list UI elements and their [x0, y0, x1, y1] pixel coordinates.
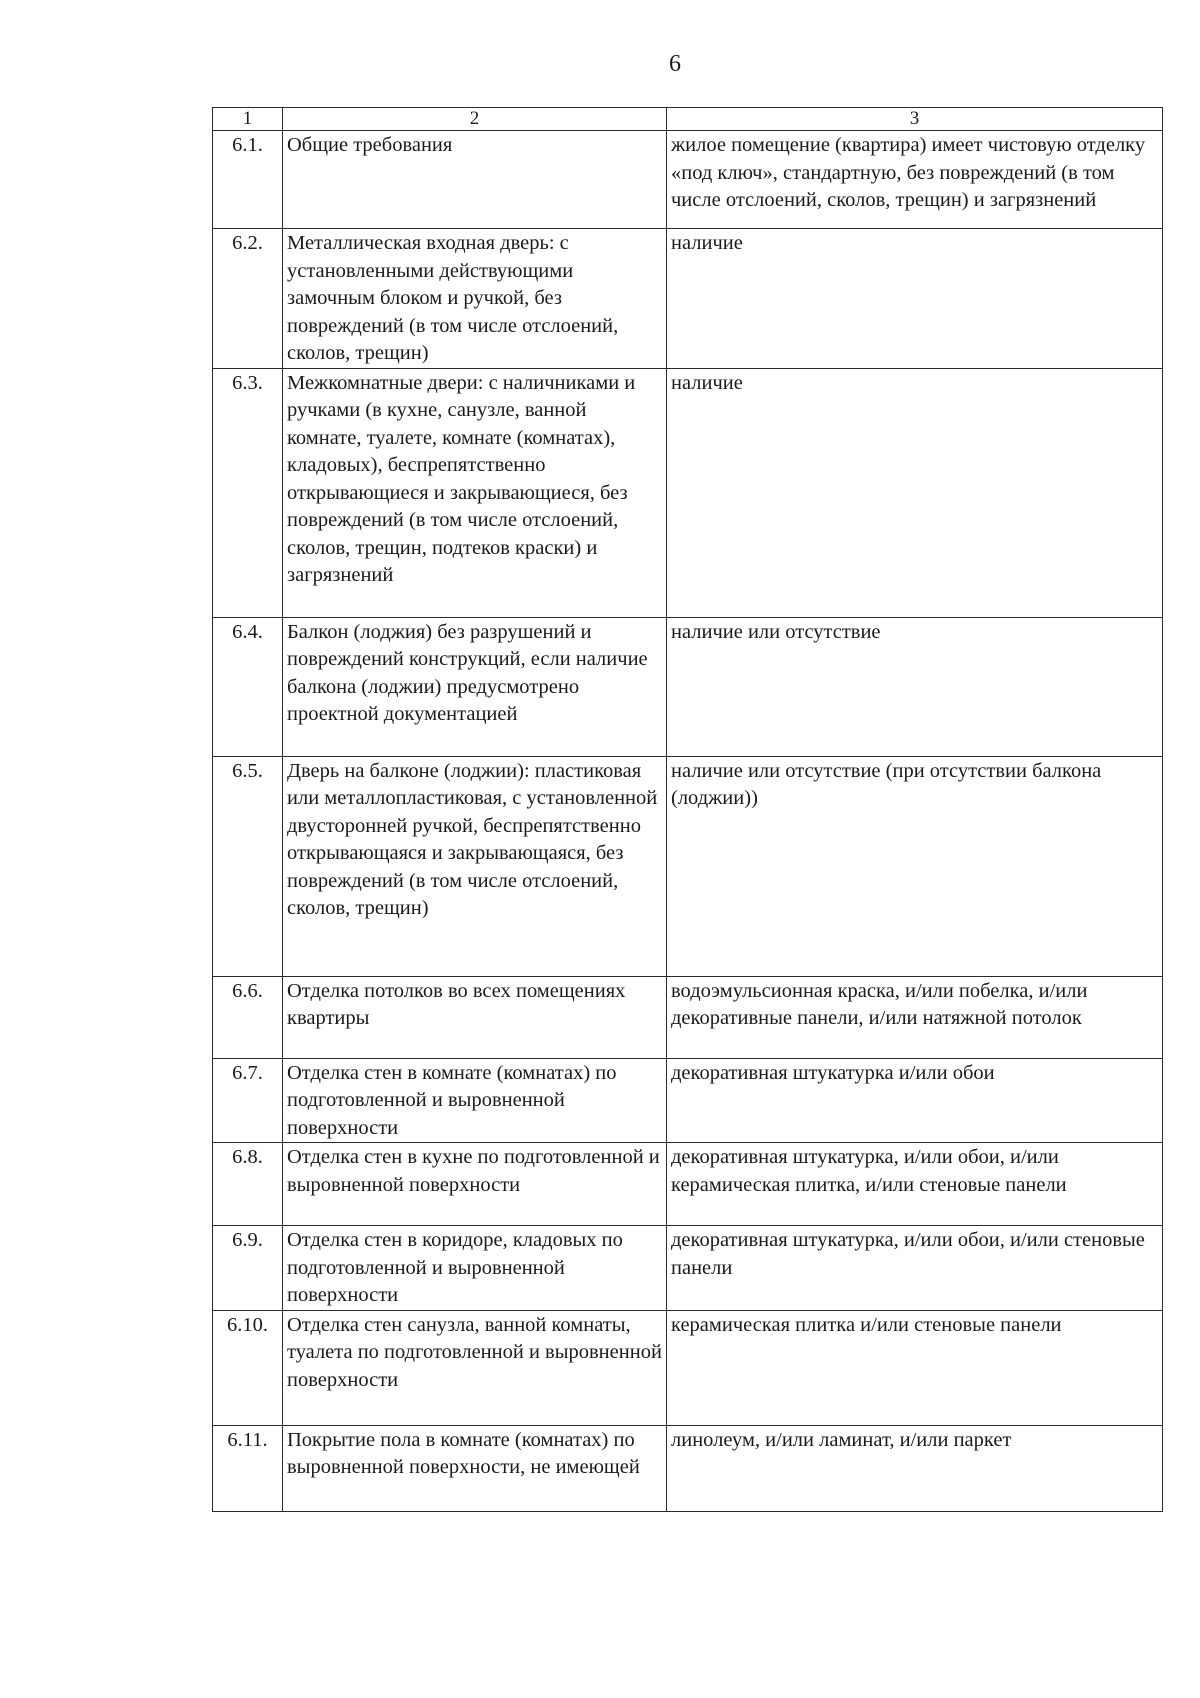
row-number: 6.2.	[213, 229, 283, 369]
row-requirement: Общие требования	[283, 131, 667, 229]
row-value: наличие или отсутствие	[667, 617, 1163, 756]
row-requirement: Отделка стен в кухне по подготовленной и выровненной поверхности	[283, 1143, 667, 1226]
row-number: 6.10.	[213, 1310, 283, 1425]
table-row	[213, 1425, 1163, 1511]
row-value: керамическая плитка и/или стеновые панели	[667, 1310, 1163, 1425]
requirements-table	[212, 107, 1163, 1512]
table-row	[213, 1143, 1163, 1226]
row-value: декоративная штукатурка, и/или обои, и/или стеновые панели	[667, 1226, 1163, 1311]
row-requirement: Отделка стен санузла, ванной комнаты, туалета по подготовленной и выровненной поверхности	[283, 1310, 667, 1425]
column-header-requirement: 2	[283, 108, 667, 131]
row-number: 6.11.	[213, 1425, 283, 1511]
row-number: 6.7.	[213, 1058, 283, 1143]
column-header-number: 1	[213, 108, 283, 131]
row-number: 6.3.	[213, 368, 283, 617]
row-requirement: Отделка стен в комнате (комнатах) по подготовленной и выровненной поверхности	[283, 1058, 667, 1143]
table-header-row	[213, 108, 1163, 131]
row-requirement: Покрытие пола в комнате (комнатах) по выровненной поверхности, не имеющей	[283, 1425, 667, 1511]
row-number: 6.6.	[213, 976, 283, 1058]
row-value: наличие	[667, 368, 1163, 617]
table-row	[213, 1058, 1163, 1143]
row-number: 6.9.	[213, 1226, 283, 1311]
row-value: декоративная штукатурка, и/или обои, и/или керамическая плитка, и/или стеновые панели	[667, 1143, 1163, 1226]
row-number: 6.8.	[213, 1143, 283, 1226]
table-row	[213, 131, 1163, 229]
table-row	[213, 976, 1163, 1058]
table-row	[213, 756, 1163, 976]
row-value: жилое помещение (квартира) имеет чистовую отделку «под ключ», стандартную, без повреждений (в том числе отслоений, сколов, трещин) и загрязнений	[667, 131, 1163, 229]
row-number: 6.1.	[213, 131, 283, 229]
table-row	[213, 1226, 1163, 1311]
row-value: декоративная штукатурка и/или обои	[667, 1058, 1163, 1143]
row-value: наличие	[667, 229, 1163, 369]
row-requirement: Дверь на балконе (лоджии): пластиковая или металлопластиковая, с установленной двусторонней ручкой, беспрепятственно открывающаяся и закрывающаяся, без повреждений (в том числе отслоений, сколов, трещин)	[283, 756, 667, 976]
table-row	[213, 1310, 1163, 1425]
row-value: линолеум, и/или ламинат, и/или паркет	[667, 1425, 1163, 1511]
row-requirement: Межкомнатные двери: с наличниками и ручками (в кухне, санузле, ванной комнате, туалете, комнате (комнатах), кладовых), беспрепятственно открывающиеся и закрывающиеся, без повреждений (в том числе отслоений, сколов, трещин, подтеков краски) и загрязнений	[283, 368, 667, 617]
table-row	[213, 368, 1163, 617]
row-requirement: Балкон (лоджия) без разрушений и повреждений конструкций, если наличие балкона (лоджии) предусмотрено проектной документацией	[283, 617, 667, 756]
row-requirement: Отделка стен в коридоре, кладовых по подготовленной и выровненной поверхности	[283, 1226, 667, 1311]
row-requirement: Отделка потолков во всех помещениях квартиры	[283, 976, 667, 1058]
row-number: 6.5.	[213, 756, 283, 976]
row-value: водоэмульсионная краска, и/или побелка, и/или декоративные панели, и/или натяжной потолок	[667, 976, 1163, 1058]
row-number: 6.4.	[213, 617, 283, 756]
row-requirement: Металлическая входная дверь: с установленными действующими замочным блоком и ручкой, без повреждений (в том числе отслоений, сколов, трещин)	[283, 229, 667, 369]
column-header-value: 3	[667, 108, 1163, 131]
row-value: наличие или отсутствие (при отсутствии балкона (лоджии))	[667, 756, 1163, 976]
page-number: 6	[669, 51, 681, 77]
table-row	[213, 617, 1163, 756]
table-row	[213, 229, 1163, 369]
